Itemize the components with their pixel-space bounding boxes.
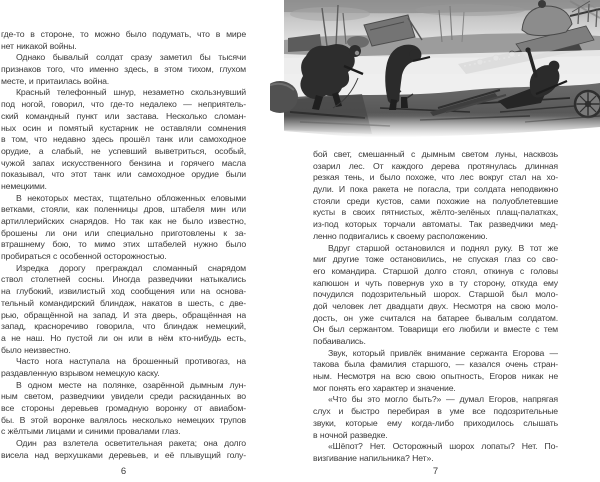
right-page-text-column <box>313 149 558 465</box>
text-line: ский командный пункт или застава. Несколько сломан- <box>1 110 246 121</box>
text-line: брошены ли они или специально приготовлены к за- <box>1 227 246 238</box>
text-line: визгивание напильника? Нет». <box>313 452 434 463</box>
text-line: ным светом, разведчики увидели среди раскиданных во <box>1 391 246 402</box>
right-page-number: 7 <box>432 466 439 477</box>
text-line: дой человек лет двадцати двух. Несмотря на свою моло- <box>313 300 558 311</box>
text-line: бой свет, смешанный с дымным светом луны, насквозь <box>313 149 558 159</box>
text-line: показывал, что этот танк или самоходное орудие были <box>1 169 246 180</box>
text-line: артиллерийских снарядов. Но так как не было известно, <box>1 216 246 226</box>
text-line: с жёлтыми лицами и синими провалами глаз. <box>1 426 181 437</box>
left-page-text-column <box>1 29 246 461</box>
text-line: чужой запах искусственного бензина и горячего масла <box>1 157 246 168</box>
text-line: под ногой, говорил, что где-то недалеко — неприятель- <box>1 99 246 110</box>
battlefield-illustration <box>270 0 600 138</box>
text-line: побаивались. <box>313 336 366 346</box>
text-line: немецкими. <box>1 180 47 191</box>
text-line: ветками, стояли, как поленницы дров, штабеля мин или <box>1 204 246 215</box>
text-line: на глубокий, извилистый ход сообщения или на основа- <box>1 286 246 297</box>
text-line: кусты в своих пятнистых, жёлто-зелёных плащ-палатках, <box>313 207 558 218</box>
text-line: раздавленную взрывом немецкую каску. <box>1 367 160 378</box>
text-line: в том, что недавно здесь прошёл танк или самоходное <box>1 134 246 145</box>
text-line: пробираться с особенной осторожностью. <box>1 251 167 262</box>
gun-wheel <box>575 91 600 117</box>
text-line: озарил лес. От каждого дерева протянулась длинная <box>313 160 558 171</box>
text-line: слух и быстро перебирая в уме все подозрительные <box>313 406 558 417</box>
text-line: Он был сержантом. Товарищи его любили и вместе с тем <box>313 324 558 335</box>
text-line: запад, красноречиво говорила, что блиндаж немецкий, <box>1 321 246 332</box>
text-line: Часто нога наступала на брошенный противогаз, на <box>16 356 246 367</box>
bottom-fade <box>270 116 600 138</box>
text-line: дость, он уже считался на батарее бывалым солдатом. <box>313 312 558 323</box>
text-line: В одном месте на полянке, озарённой дымным лун- <box>16 379 246 390</box>
text-line: Один раз взлетела осветительная ракета; она долго <box>16 438 246 449</box>
text-line: такова была фамилия старшого, — казался очень стран- <box>313 359 558 370</box>
text-line: «Что бы это могло быть?» — думал Егоров, напрягая <box>328 394 558 405</box>
text-line: резкая тень, и было похоже, что лес вокруг стал на хо- <box>313 172 558 183</box>
text-line: ленно подвигались к своему расположению. <box>313 230 488 241</box>
text-line: В некоторых местах, тщательно обложенных еловыми <box>16 192 246 203</box>
text-line: признаков того, что именно здесь, в этом тихом, глухом <box>1 64 246 75</box>
text-line: ным. Несмотря на всю свою опытность, Егоров никак не <box>313 371 558 382</box>
text-line: в ночной разведке. <box>313 429 388 440</box>
text-line: втрашнему бою, то мимо этих штабелей нужно было <box>1 239 246 250</box>
text-line: висела над верхушками деревьев, и её плывущий голу- <box>1 449 246 460</box>
battlefield-scene-svg <box>270 0 600 138</box>
text-line: стояли среди кустов, сами похожие на полуоблетевшие <box>313 195 558 206</box>
text-line: ных осин и помятый кустарник не оставляли сомнения <box>1 122 246 133</box>
text-line: месте, и притаилась война. <box>1 75 110 86</box>
text-line: было неизвестно. <box>1 344 71 355</box>
text-line: почудился подозрительный шорох. Старшой был моло- <box>313 289 558 300</box>
text-line: где-то в стороне, то можно было подумать, что в мире <box>1 29 246 39</box>
text-line: Изредка дорогу преграждал сломанный снарядом <box>16 262 246 273</box>
text-line: тельный командирский блиндаж, накатов в шесть, с две- <box>1 297 246 308</box>
text-line: нет никакой войны. <box>1 40 77 51</box>
text-line: бы. В этой воронке валялось несколько немецких трупов <box>1 414 246 425</box>
text-line: орудие, а слабый, не успевший выветриться, особый, <box>1 145 246 156</box>
text-line: Однако бывалый солдат сразу заметил бы тысячи <box>16 52 246 63</box>
text-line: мог понять его характер и значение. <box>313 382 456 393</box>
text-line: звуки, которые ему когда-либо приходилось слышать <box>313 417 558 428</box>
left-page-number: 6 <box>120 466 127 477</box>
text-line: Звук, который привлёк внимание сержанта Егорова — <box>328 347 558 358</box>
text-line: из-под которых торчали автоматы. Так разведчики мед- <box>313 219 558 230</box>
text-line: ствол столетней сосны. Иногда разведчики натыкались <box>1 274 246 285</box>
text-line: «Шёпот? Нет. Осторожный шорох лопаты? Нет. По- <box>328 441 558 452</box>
text-line: миг другие тоже остановились, не спуская глаз со сво- <box>313 254 558 265</box>
text-line: дули. И пока ракета не погасла, три солдата неподвижно <box>313 184 558 195</box>
text-line: его командира. Старшой долго стоял, откинув с головы <box>313 265 558 276</box>
text-line: Вдруг старшой остановился и поднял руку. В тот же <box>328 242 558 253</box>
text-line: капюшон и чуть повернув ухо в ту сторону, откуда ему <box>313 277 558 288</box>
text-line: Красный телефонный шнур, незаметно скользнувший <box>16 87 246 98</box>
text-line: рью, обращённой на запад. И эта дверь, обращённая на <box>1 309 246 320</box>
text-line: а не наш. Но пустой ли он или в нём кто-нибудь есть, <box>1 332 246 343</box>
text-line: все стороны деревьев громадную воронку от авиабом- <box>1 403 246 413</box>
